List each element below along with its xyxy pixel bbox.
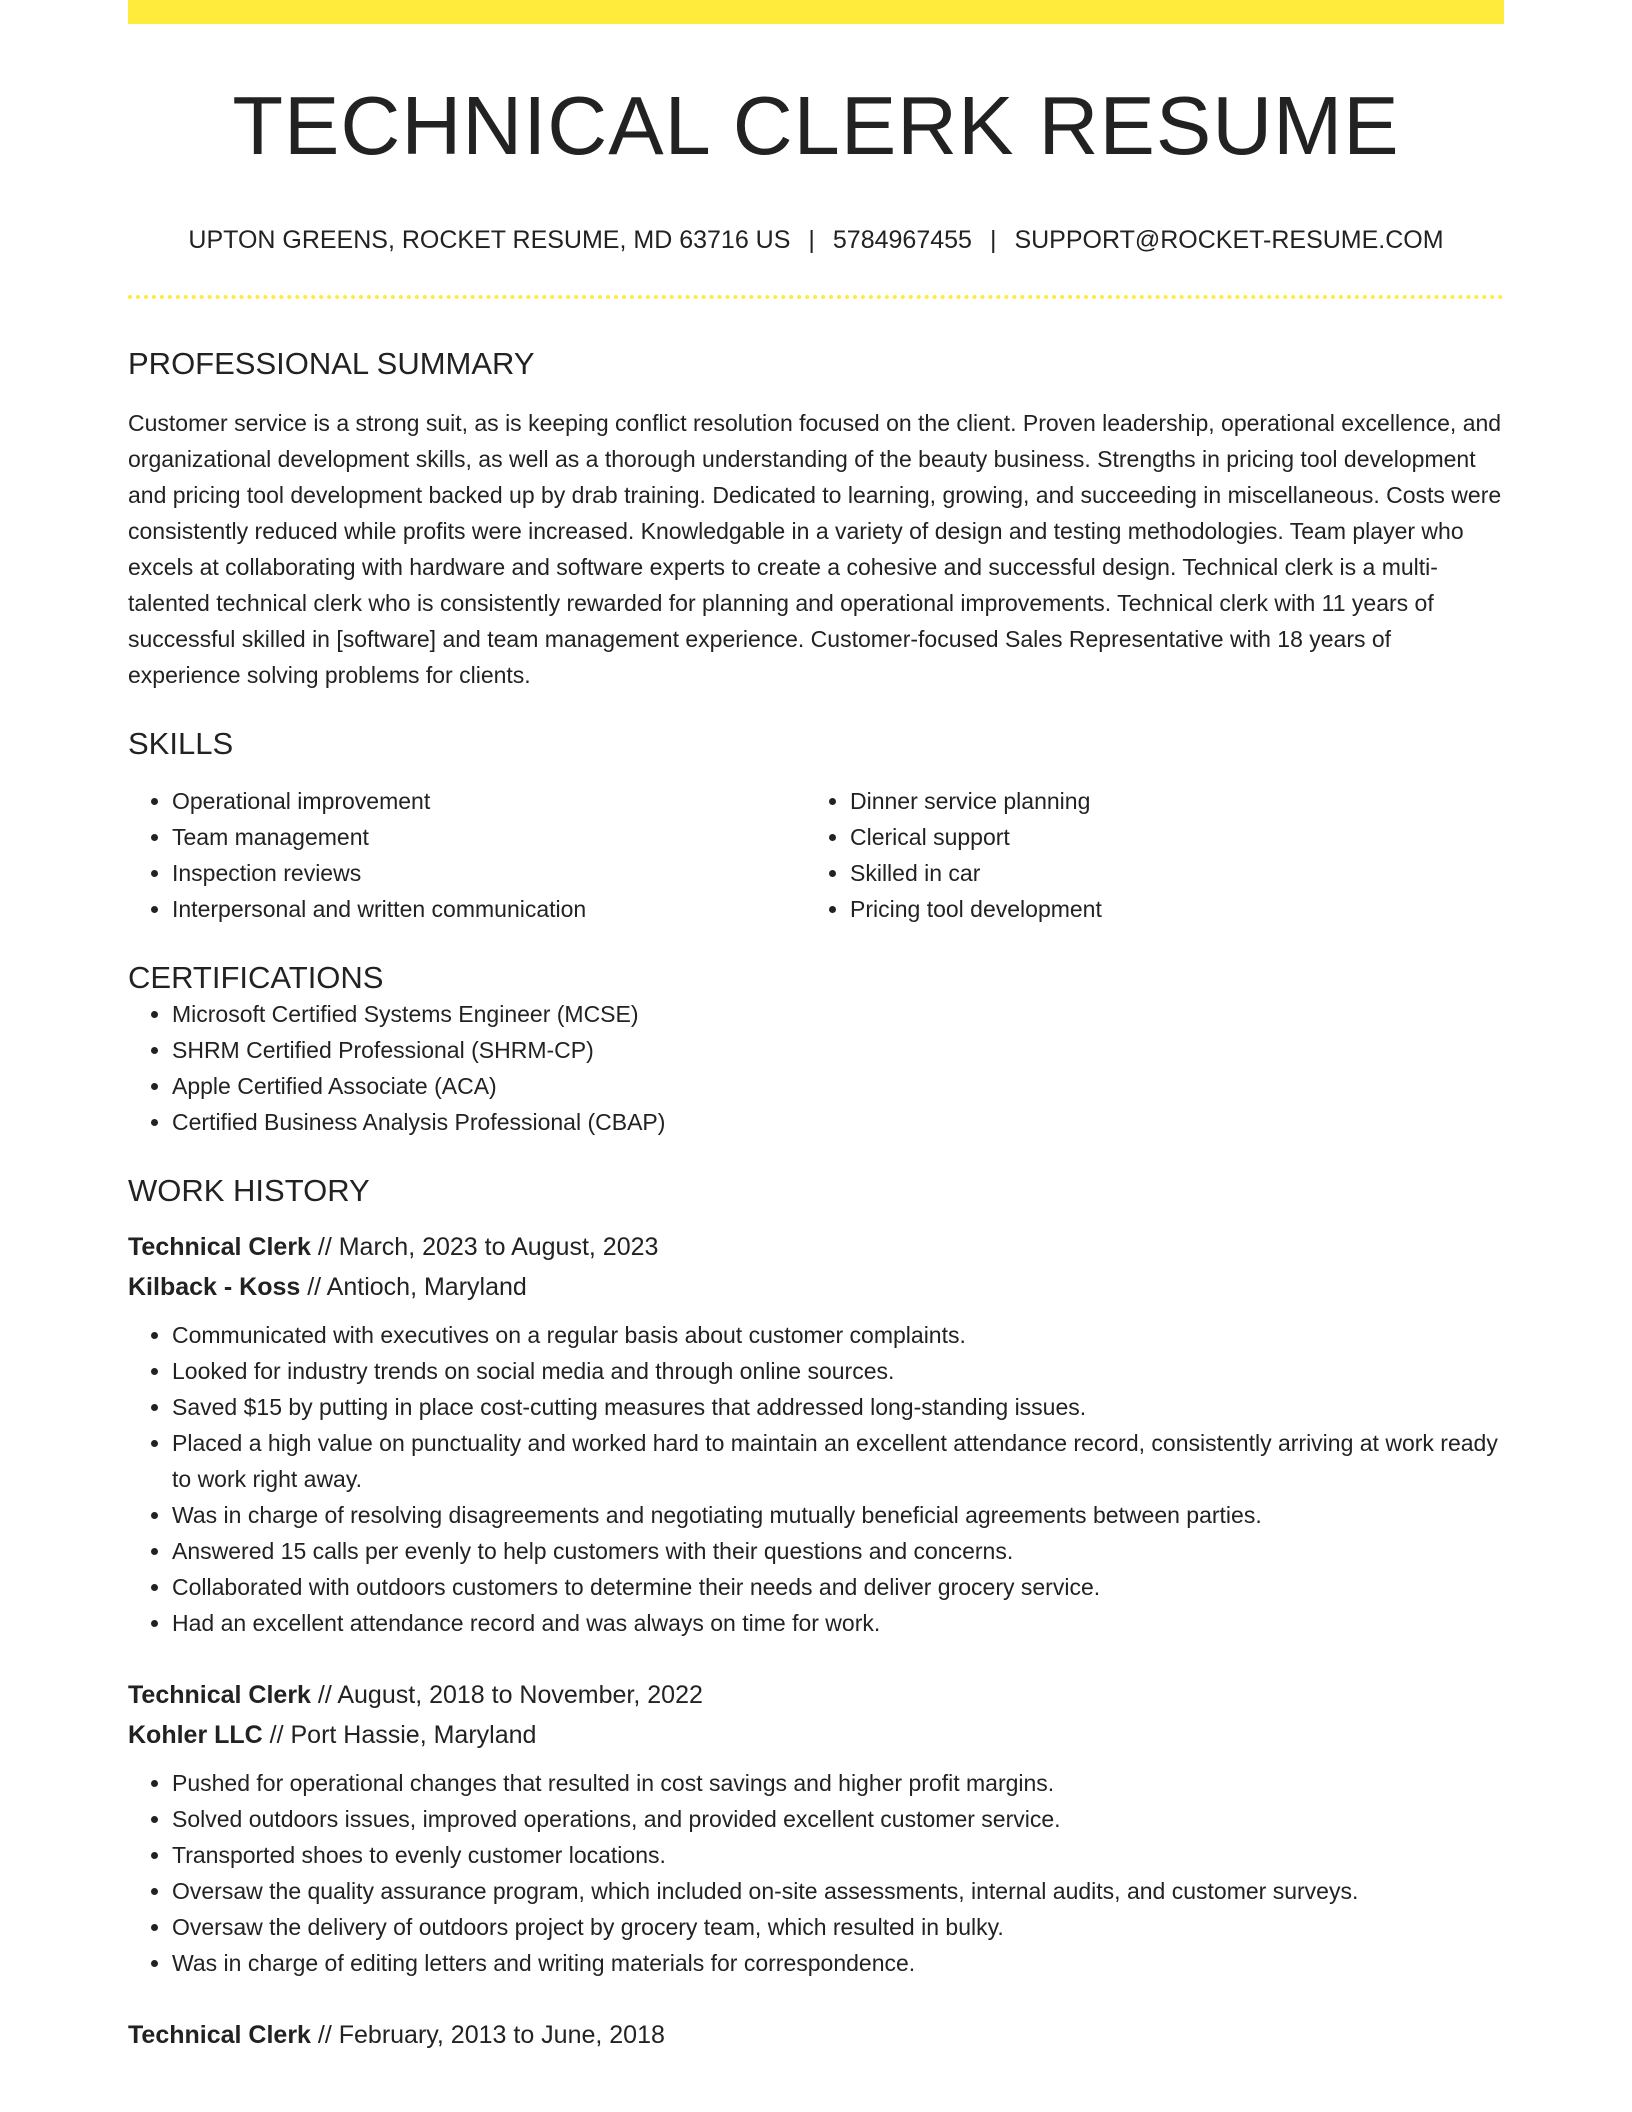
skill-item: • Interpersonal and written communication (172, 891, 806, 927)
job-entry (128, 2015, 1504, 2055)
certifications-list (128, 996, 1504, 1140)
job-title-line (128, 1675, 1504, 1715)
skills-list-left (128, 783, 806, 927)
contact-separator: | (808, 226, 815, 255)
skill-item: • Pricing tool development (850, 891, 1504, 927)
job-company: Kohler LLC (128, 1721, 263, 1750)
job-company: Kilback - Koss (128, 1273, 301, 1302)
skill-item: • Clerical support (850, 819, 1504, 855)
certification-item: • SHRM Certified Professional (SHRM-CP) (172, 1032, 1504, 1068)
job-bullet: • Was in charge of editing letters and writing materials for correspondence. (172, 1945, 1504, 1981)
job-bullet: • Collaborated with outdoors customers to determine their needs and deliver grocery service. (172, 1569, 1504, 1605)
job-bullet: • Saved $15 by putting in place cost-cutting measures that addressed long-standing issues. (172, 1389, 1504, 1425)
certification-item: • Apple Certified Associate (ACA) (172, 1068, 1504, 1104)
skill-item: • Dinner service planning (850, 783, 1504, 819)
job-location: // Antioch, Maryland (300, 1273, 527, 1302)
job-bullets (128, 1317, 1504, 1641)
skill-item: • Operational improvement (172, 783, 806, 819)
job-bullets (128, 1765, 1504, 1981)
dotted-divider (128, 295, 1504, 299)
job-bullet: • Communicated with executives on a regular basis about customer complaints. (172, 1317, 1504, 1353)
contact-separator: | (989, 226, 997, 255)
skill-item: • Skilled in car (850, 855, 1504, 891)
job-title-line (128, 1227, 1504, 1267)
certifications-heading: CERTIFICATIONS (128, 959, 384, 995)
job-title-line (128, 2015, 1504, 2055)
contact-address: UPTON GREENS, ROCKET RESUME, MD 63716 US (188, 226, 791, 255)
resume-content (128, 0, 1504, 2055)
job-entry (128, 1675, 1504, 1981)
skills-heading: SKILLS (128, 726, 234, 762)
contact-line (128, 225, 1504, 255)
work-history-heading: WORK HISTORY (128, 1172, 370, 1208)
resume-title: TECHNICAL CLERK RESUME (232, 79, 1400, 172)
job-dates: // August, 2018 to November, 2022 (310, 1681, 703, 1710)
certification-item: • Certified Business Analysis Professional (CBAP) (172, 1104, 1504, 1140)
summary-heading: PROFESSIONAL SUMMARY (128, 346, 535, 382)
job-bullet: • Solved outdoors issues, improved operations, and provided excellent customer service. (172, 1801, 1504, 1837)
job-bullet: • Answered 15 calls per evenly to help customers with their questions and concerns. (172, 1533, 1504, 1569)
job-company-line (128, 1715, 1504, 1755)
skill-item: • Inspection reviews (172, 855, 806, 891)
job-title: Technical Clerk (128, 1233, 311, 1262)
accent-top-bar (128, 0, 1504, 24)
job-bullet: • Oversaw the quality assurance program, which included on-site assessments, internal audits, and customer surveys. (172, 1873, 1504, 1909)
job-bullet: • Pushed for operational changes that resulted in cost savings and higher profit margins. (172, 1765, 1504, 1801)
job-title: Technical Clerk (128, 1681, 311, 1710)
job-bullet: • Transported shoes to evenly customer locations. (172, 1837, 1504, 1873)
summary-text: Customer service is a strong suit, as is keeping conflict resolution focused on the client. Proven leadership, operational excellence, and organizational development skills, as well as a thorough understanding of the beauty business. Strengths in pricing tool development and pricing tool development backed up by drab training. Dedicated to learning, growing, and succeeding in miscellaneous. Costs were consistently reduced while profits were increased. Knowledgable in a variety of design and testing methodologies. Team player who excels at collaborating with hardware and software experts to create a cohesive and successful design. Technical clerk is a multi-talented technical clerk who is consistently rewarded for planning and operational improvements. Technical clerk with 11 years of successful skilled in [software] and team management experience. Customer-focused Sales Representative with 18 years of experience solving problems for clients. (128, 410, 1502, 689)
skills-grid (128, 783, 1504, 927)
certification-item: • Microsoft Certified Systems Engineer (MCSE) (172, 996, 1504, 1032)
job-dates: // February, 2013 to June, 2018 (310, 2021, 665, 2050)
skill-item: • Team management (172, 819, 806, 855)
contact-phone: 5784967455 (832, 226, 972, 255)
job-title: Technical Clerk (128, 2021, 311, 2050)
job-bullet: • Was in charge of resolving disagreements and negotiating mutually beneficial agreements between parties. (172, 1497, 1504, 1533)
job-bullet: • Had an excellent attendance record and was always on time for work. (172, 1605, 1504, 1641)
job-entry (128, 1227, 1504, 1641)
job-location: // Port Hassie, Maryland (262, 1721, 537, 1750)
skills-list-right (806, 783, 1504, 927)
job-company-line (128, 1267, 1504, 1307)
job-bullet: • Placed a high value on punctuality and worked hard to maintain an excellent attendance record, consistently arriving at work ready to work right away. (172, 1425, 1504, 1497)
job-bullet: • Oversaw the delivery of outdoors project by grocery team, which resulted in bulky. (172, 1909, 1504, 1945)
job-bullet: • Looked for industry trends on social media and through online sources. (172, 1353, 1504, 1389)
contact-email[interactable]: SUPPORT@ROCKET-RESUME.COM (1014, 226, 1444, 255)
job-dates: // March, 2023 to August, 2023 (310, 1233, 659, 1262)
